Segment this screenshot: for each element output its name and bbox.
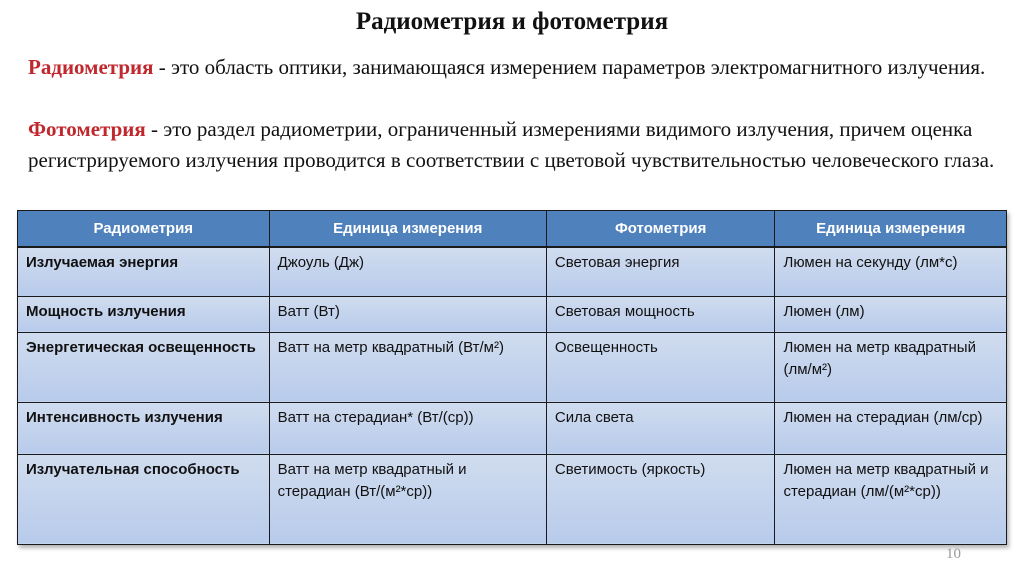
photometric-unit: Люмен на метр квадратный и стерадиан (лм/(м²*ср)): [775, 454, 1007, 544]
table-row: [18, 247, 1007, 296]
radiometry-term: Радиометрия: [28, 55, 154, 79]
table-row: [18, 332, 1007, 402]
photometric-quantity: Сила света: [546, 402, 775, 454]
radiometric-unit: Джоуль (Дж): [269, 247, 546, 296]
photometric-unit: Люмен (лм): [775, 296, 1007, 332]
photometric-quantity: Освещенность: [546, 332, 775, 402]
radiometric-quantity: Мощность излучения: [18, 296, 270, 332]
radiometric-unit: Ватт на метр квадратный и стерадиан (Вт/(м²*ср)): [269, 454, 546, 544]
radiometric-unit: Ватт (Вт): [269, 296, 546, 332]
photometric-unit: Люмен на стерадиан (лм/ср): [775, 402, 1007, 454]
header-radiometry: Радиометрия: [18, 211, 270, 248]
photometric-quantity: Светимость (яркость): [546, 454, 775, 544]
table-header-row: [18, 211, 1007, 248]
header-unit: Единица измерения: [775, 211, 1007, 248]
radiometric-quantity: Энергетическая освещенность: [18, 332, 270, 402]
photometric-quantity: Световая энергия: [546, 247, 775, 296]
radiometric-quantity: Излучательная способность: [18, 454, 270, 544]
radiometric-quantity: Интенсивность излучения: [18, 402, 270, 454]
photometric-quantity: Световая мощность: [546, 296, 775, 332]
table-row: [18, 296, 1007, 332]
photometry-text: - это раздел радиометрии, ограниченный измерениями видимого излучения, причем оценка регистрируемого излучения проводится в соответствии с цветовой чувствительностью человеческого глаза.: [28, 117, 995, 172]
radiometry-text: - это область оптики, занимающаяся измерением параметров электромагнитного излучения.: [153, 55, 986, 79]
page-number: 10: [946, 546, 961, 562]
slide-title: Радиометрия и фотометрия: [355, 8, 669, 35]
radiometric-unit: Ватт на стерадиан* (Вт/(ср)): [269, 402, 546, 454]
radiometry-definition: [28, 52, 1008, 83]
radiometric-unit: Ватт на метр квадратный (Вт/м²): [269, 332, 546, 402]
units-table: [17, 210, 1007, 545]
photometry-definition: [28, 114, 1008, 176]
table-row: [18, 454, 1007, 544]
header-photometry: Фотометрия: [546, 211, 775, 248]
photometric-unit: Люмен на метр квадратный (лм/м²): [775, 332, 1007, 402]
header-unit: Единица измерения: [269, 211, 546, 248]
photometry-term: Фотометрия: [28, 117, 146, 141]
table-row: [18, 402, 1007, 454]
photometric-unit: Люмен на секунду (лм*с): [775, 247, 1007, 296]
radiometric-quantity: Излучаемая энергия: [18, 247, 270, 296]
